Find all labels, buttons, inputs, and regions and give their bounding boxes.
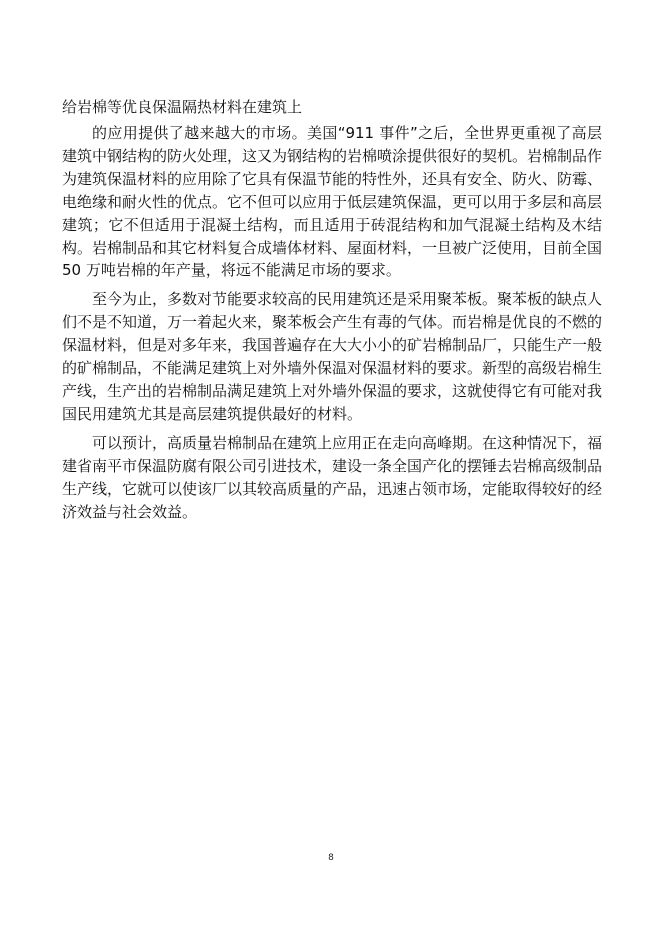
page-number: 8 [328, 853, 334, 863]
paragraph-market: 的应用提供了越来越大的市场。美国“911 事件”之后，全世界更重视了高层建筑中钢结构的防火处理，这又为钢结构的岩棉喷涂提供很好的契机。岩棉制品作为建筑保温材料的应用除了它具有保温节能的特性外，还具有安全、防火、防霉、电绝缘和耐火性的优点。它不但可以应用于低层建筑保温，更可以用于多层和高层建筑；它不但适用于混凝土结构，而且适用于砖混结构和加气混凝土结构及木结构。岩棉制品和其它材料复合成墙体材料、屋面材料，一旦被广泛使用，目前全国 50 万吨岩棉的年产量，将远不能满足市场的要求。 [62, 124, 603, 280]
continued-text-line: 给岩棉等优良保温隔热材料在建筑上 [62, 98, 303, 116]
paragraph-polystyrene: 至今为止，多数对节能要求较高的民用建筑还是采用聚苯板。聚苯板的缺点人们不是不知道，万一着起火来，聚苯板会产生有毒的气体。而岩棉是优良的不燃的保温材料，但是对多年来，我国普遍存在大大小小的矿岩棉制品厂，只能生产一般的矿棉制品，不能满足建筑上对外墙外保温对保温材料的要求。新型的高级岩棉生产线，生产出的岩棉制品满足建筑上对外墙外保温的要求，这就使得它有可能对我国民用建筑尤其是高层建筑提供最好的材料。 [62, 290, 603, 423]
document-body [62, 96, 602, 529]
paragraph-forecast: 可以预计，高质量岩棉制品在建筑上应用正在走向高峰期。在这种情况下，福建省南平市保温防腐有限公司引进技术，建设一条全国产化的摆锤去岩棉高级制品生产线，它就可以使该厂以其较高质量的产品，迅速占领市场，定能取得较好的经济效益与社会效益。 [62, 433, 603, 521]
